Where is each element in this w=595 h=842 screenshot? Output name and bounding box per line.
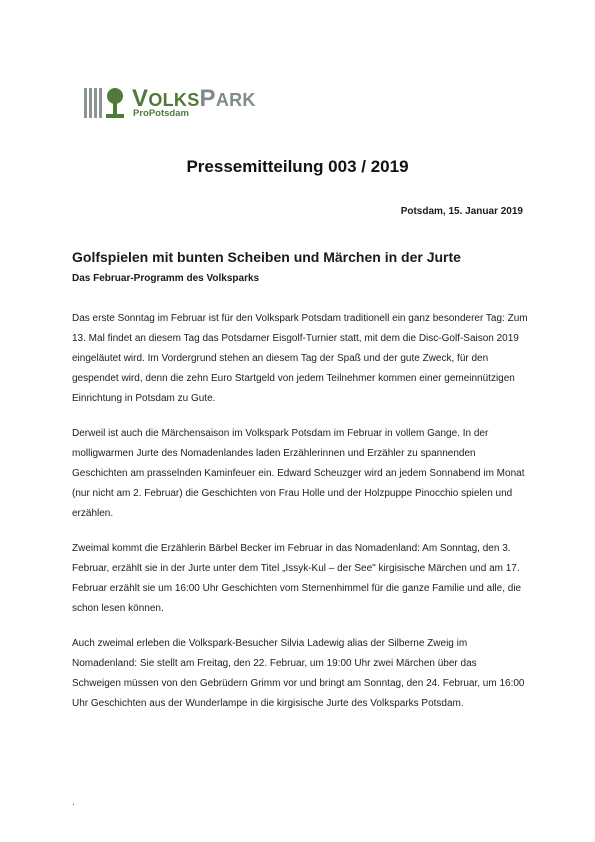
paragraph-silvia-ladewig: Auch zweimal erleben die Volkspark-Besucher Silvia Ladewig alias der Silberne Zweig im Nomadenland: Sie stellt am Freitag, den 22. Februar, um 19:00 Uhr zwei Märchen über das Schweigen müssen von den Gebrüdern Grimm vor und bringt am Sonntag, den 24. Februar, um 16:00 Uhr Geschichten aus der Wunderlampe in die kirgisische Jurte des Volksparks Potsdam. bbox=[72, 638, 525, 709]
brand-letter-p: P bbox=[199, 85, 216, 112]
headline: Golfspielen mit bunten Scheiben und Märchen in der Jurte bbox=[72, 249, 461, 265]
subheadline: Das Februar-Programm des Volksparks bbox=[72, 273, 260, 284]
volkspark-logo bbox=[84, 84, 264, 122]
brand-text-olks: OLKS bbox=[148, 90, 200, 110]
press-release-title: Pressemitteilung 003 / 2019 bbox=[186, 157, 409, 176]
brand-subtitle: ProPotsdam bbox=[133, 108, 189, 119]
volkspark-logo-icon bbox=[84, 84, 130, 122]
paragraph-baerbel-becker: Zweimal kommt die Erzählerin Bärbel Becker im Februar in das Nomadenland: Am Sonntag, den 3. Februar, erzählt sie in der Jurte unter dem Titel „Issyk-Kul – der See" kirgisische Märchen und am 17. Februar erzählt sie um 16:00 Uhr Geschichten vom Sternenhimmel für die ganze Familie und alle, die schon lesen können. bbox=[72, 543, 522, 614]
brand-letter-v: V bbox=[132, 85, 149, 112]
brand-text-ark: ARK bbox=[215, 90, 256, 110]
footer-mark: . bbox=[72, 797, 75, 808]
paragraph-eisgolf: Das erste Sonntag im Februar ist für den Volkspark Potsdam traditionell ein ganz besonderer Tag: Zum 13. Mal findet an diesem Tag das Potsdamer Eisgolf-Turnier statt, mit dem die Disc-Golf-Saison 2019 eingeläutet wird. Im Vordergrund stehen an diesem Tag der Spaß und der gute Zweck, für den gespendet wird, denn die zehn Euro Startgeld von jedem Teilnehmer kommen einer gemeinnützigen Einrichtung in Potsdam zu Gute. bbox=[72, 313, 528, 404]
release-date: Potsdam, 15. Januar 2019 bbox=[400, 206, 523, 217]
paragraph-maerchensaison: Derweil ist auch die Märchensaison im Volkspark Potsdam im Februar in vollem Gange. In der molligwarmen Jurte des Nomadenlandes laden Erzählerinnen und Erzähler zu spannenden Geschichten am prasselnden Kaminfeuer ein. Edward Scheuzger wird an jedem Sonnabend im Monat (nur nicht am 2. Februar) die Geschichten von Frau Holle und der Holzpuppe Pinocchio spielen und erzählen. bbox=[72, 428, 525, 519]
